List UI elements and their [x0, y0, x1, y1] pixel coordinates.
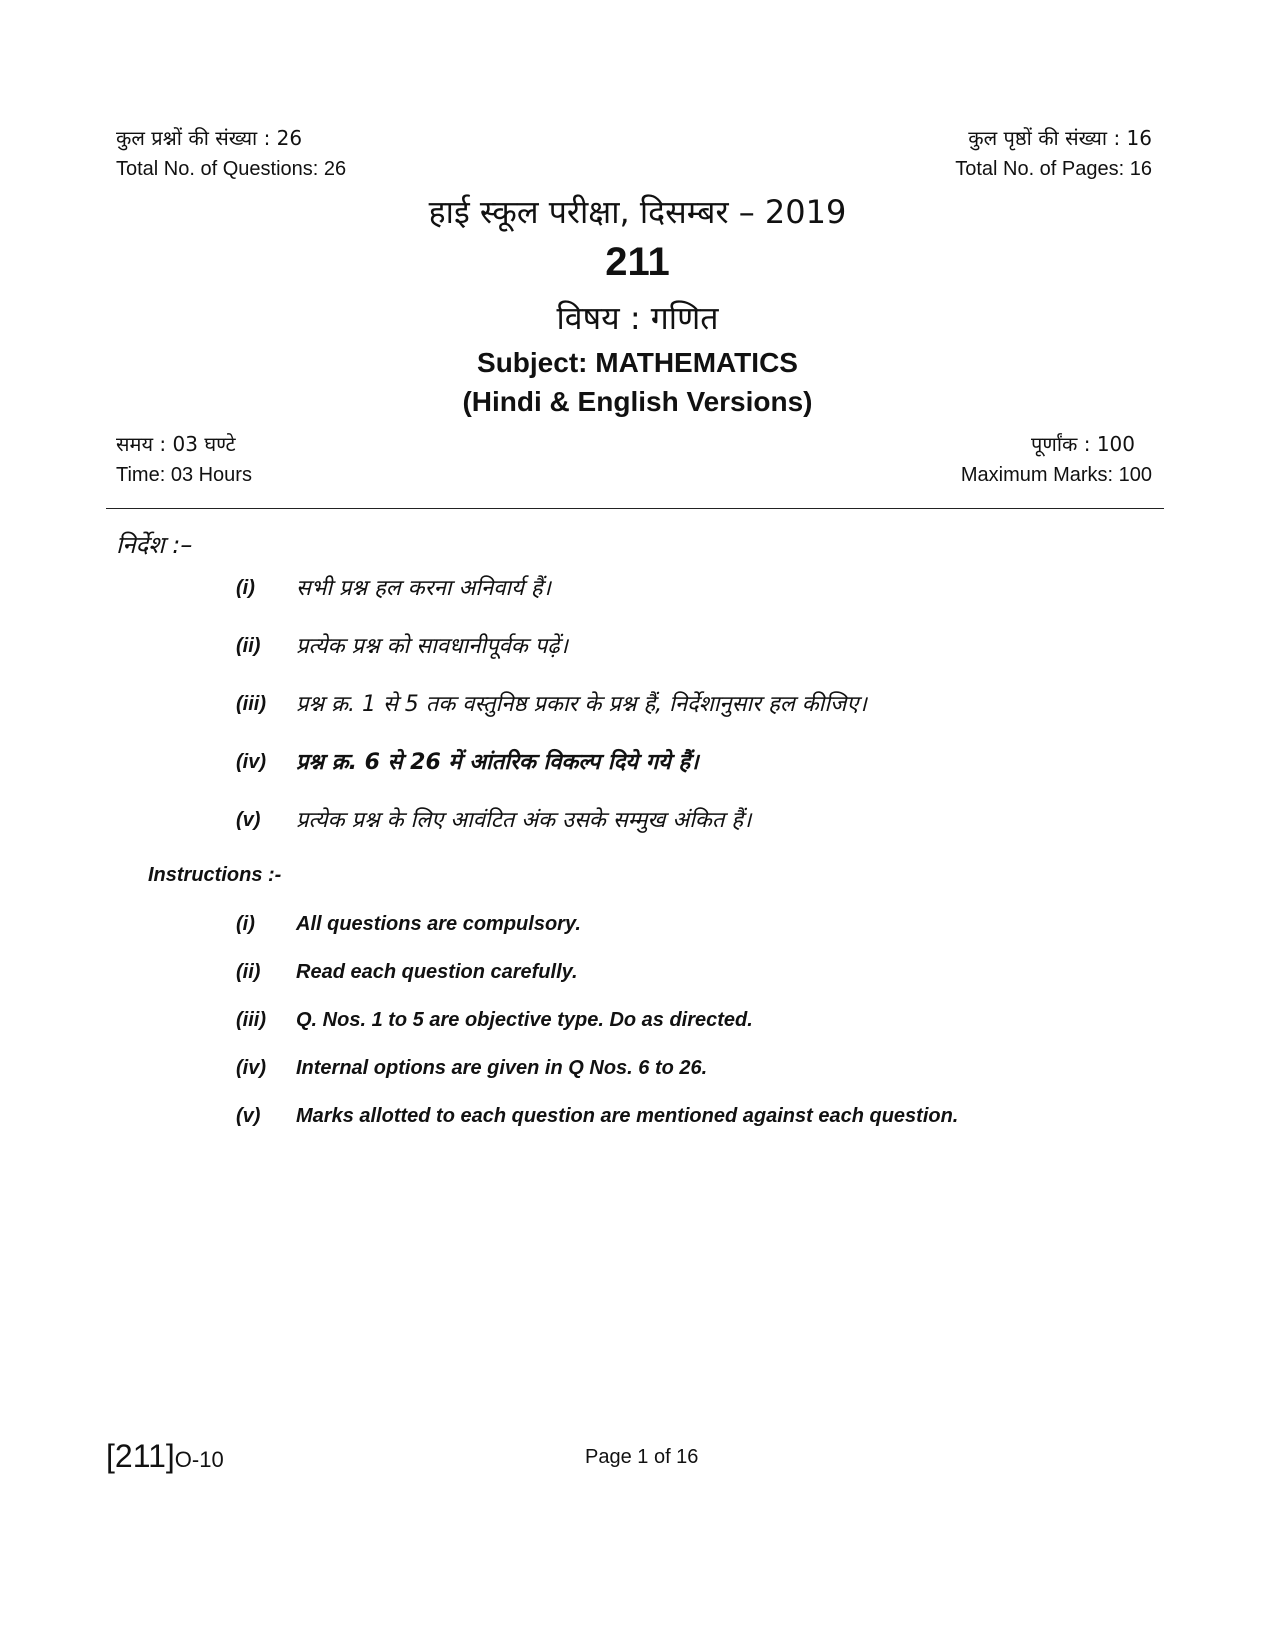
item-text: Read each question carefully. — [296, 961, 578, 983]
footer-paper-code — [106, 1438, 224, 1475]
item-number: (v) — [236, 1105, 261, 1127]
instructions-hindi-heading: निर्देश :– — [116, 531, 193, 559]
item-text: प्रत्येक प्रश्न के लिए आवंटित अंक उसके सम्मुख अंकित हैं। — [296, 808, 752, 833]
item-number: (iv) — [236, 1057, 266, 1079]
subject-english: Subject: MATHEMATICS — [477, 347, 798, 378]
item-text: सभी प्रश्न हल करना अनिवार्य हैं। — [296, 576, 551, 601]
item-number: (i) — [236, 913, 255, 935]
instructions-english-heading: Instructions :- — [148, 864, 282, 886]
total-pages-hindi: कुल पृष्ठों की संख्या : 16 — [968, 126, 1152, 150]
subject-hindi: विषय : गणित — [556, 299, 719, 337]
max-marks-english: Maximum Marks: 100 — [960, 464, 1152, 486]
item-number: (ii) — [236, 961, 261, 983]
time-hindi: समय : 03 घण्टे — [116, 432, 236, 456]
item-text: प्रश्न क्र. 1 से 5 तक वस्तुनिष्ठ प्रकार के प्रश्न हैं, निर्देशानुसार हल कीजिए। — [296, 692, 867, 717]
item-number: (i) — [236, 577, 255, 599]
item-number: (iv) — [236, 751, 266, 773]
item-number: (ii) — [236, 635, 261, 657]
item-text: Q. Nos. 1 to 5 are objective type. Do as directed. — [296, 1009, 753, 1031]
time-english: Time: 03 Hours — [116, 464, 252, 486]
total-questions-hindi: कुल प्रश्नों की संख्या : 26 — [116, 126, 303, 150]
item-text: प्रत्येक प्रश्न को सावधानीपूर्वक पढ़ें। — [296, 634, 568, 659]
item-text: All questions are compulsory. — [296, 913, 581, 935]
item-text: Internal options are given in Q Nos. 6 to 26. — [296, 1057, 708, 1079]
header-divider — [106, 508, 1164, 509]
footer-code-main: [211] — [106, 1438, 175, 1474]
paper-code: 211 — [605, 240, 670, 284]
item-text: Marks allotted to each question are mentioned against each question. — [296, 1105, 959, 1127]
versions-label: (Hindi & English Versions) — [462, 386, 813, 417]
footer-code-suffix: O-10 — [174, 1447, 224, 1472]
max-marks-hindi: पूर्णांक : 100 — [1031, 432, 1135, 456]
item-number: (iii) — [236, 1009, 266, 1031]
item-number: (v) — [236, 809, 261, 831]
page-number: Page 1 of 16 — [585, 1446, 699, 1468]
item-number: (iii) — [236, 693, 266, 715]
item-text: प्रश्न क्र. 6 से 26 में आंतरिक विकल्प दिये गये हैं। — [296, 750, 699, 775]
total-pages-english: Total No. of Pages: 16 — [955, 158, 1152, 180]
total-questions-english: Total No. of Questions: 26 — [116, 158, 347, 180]
exam-title: हाई स्कूल परीक्षा, दिसम्बर – 2019 — [428, 193, 847, 231]
